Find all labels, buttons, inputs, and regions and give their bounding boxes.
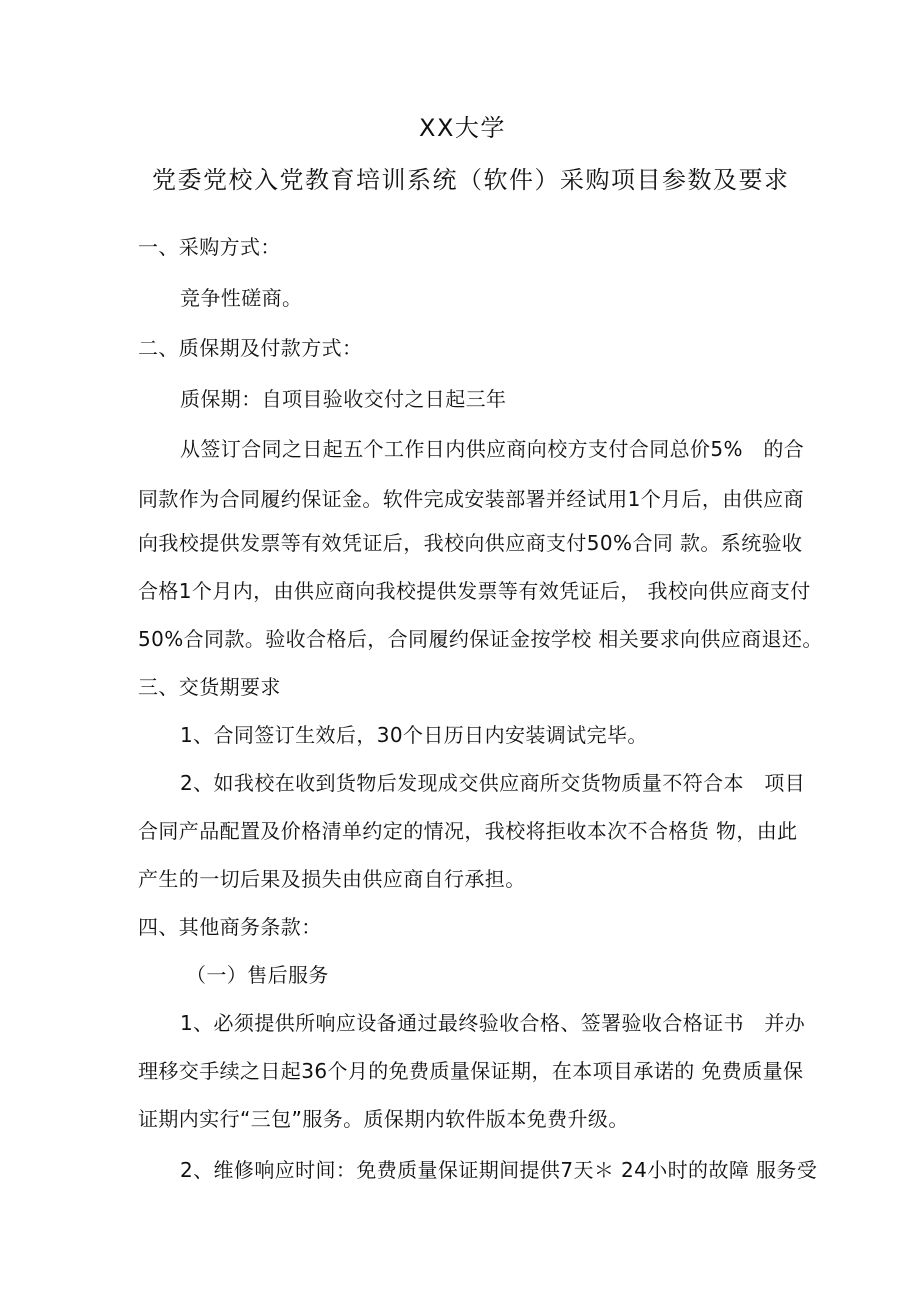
- paragraph-line: 同款作为合同履约保证金。软件完成安装部署并经试用1个月后，由供应商: [138, 487, 804, 511]
- paragraph-line: 证期内实行“三包”服务。质保期内软件版本免费升级。: [138, 1107, 629, 1131]
- paragraph-line: 合格1个月内，由供应商向我校提供发票等有效凭证后， 我校向供应商支付: [138, 579, 811, 603]
- paragraph-line: 合同产品配置及价格清单约定的情况，我校将拒收本次不合格货 物，由此: [138, 819, 798, 843]
- paragraph-line: 2、维修响应时间：免费质量保证期间提供7天＊ 24小时的故障 服务受: [180, 1158, 818, 1182]
- document-title: XX大学: [419, 114, 506, 142]
- document-subtitle: 党委党校入党教育培训系统（软件）采购项目参数及要求: [152, 166, 790, 194]
- paragraph-line: 产生的一切后果及损失由供应商自行承担。: [138, 867, 526, 891]
- section-heading-delivery: 三、交货期要求: [138, 675, 281, 699]
- paragraph-line: 50%合同款。验收合格后，合同履约保证金按学校 相关要求向供应商退还。: [138, 627, 823, 651]
- paragraph-line: 质保期：自项目验收交付之日起三年: [180, 387, 507, 411]
- section-heading-procurement-method: 一、采购方式：: [138, 235, 281, 259]
- section-heading-warranty-payment: 二、质保期及付款方式：: [138, 336, 363, 360]
- paragraph-line: 竞争性磋商。: [180, 286, 303, 310]
- paragraph-line: 1、必须提供所响应设备通过最终验收合格、签署验收合格证书 并办: [180, 1011, 806, 1035]
- paragraph-line: 理移交手续之日起36个月的免费质量保证期，在本项目承诺的 免费质量保: [138, 1059, 804, 1083]
- subsection-heading-after-sales: （一）售后服务: [186, 963, 329, 987]
- section-heading-other-terms: 四、其他商务条款：: [138, 915, 322, 939]
- paragraph-line: 从签订合同之日起五个工作日内供应商向校方支付合同总价5% 的合: [180, 437, 805, 461]
- paragraph-line: 1、合同签订生效后，30个日历日内安装调试完毕。: [180, 723, 648, 747]
- paragraph-line: 向我校提供发票等有效凭证后，我校向供应商支付50%合同 款。系统验收: [138, 531, 803, 555]
- paragraph-line: 2、如我校在收到货物后发现成交供应商所交货物质量不符合本 项目: [180, 771, 806, 795]
